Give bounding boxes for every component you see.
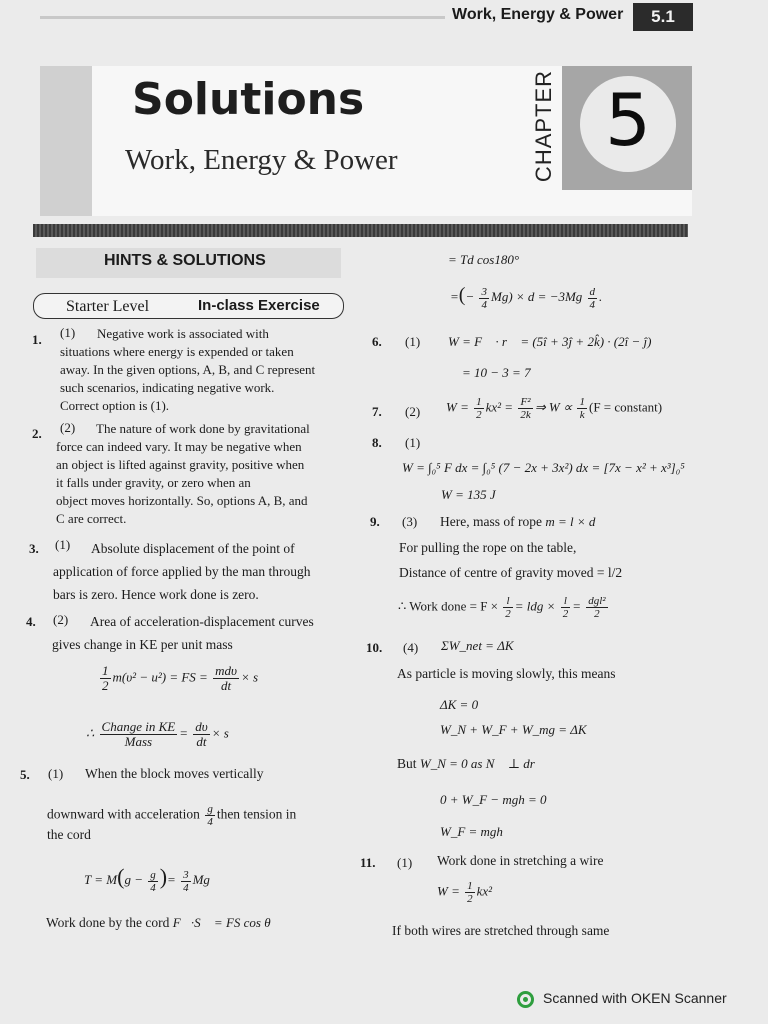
equation-part: g − bbox=[124, 872, 143, 887]
answer-option-8: (1) bbox=[405, 435, 421, 450]
equation-part: kx² bbox=[476, 883, 493, 899]
answer-option-1: (1) bbox=[60, 325, 76, 340]
equation-work-sum: W_N + W_F + W_mg = ΔK bbox=[440, 722, 587, 737]
numerator: 1 bbox=[467, 880, 473, 892]
denominator: Mass bbox=[124, 734, 153, 749]
page-subtitle: Work, Energy & Power bbox=[125, 144, 398, 176]
paren-open: ( bbox=[458, 284, 466, 306]
equation-dot-result: = 10 − 3 = 7 bbox=[462, 365, 531, 380]
denominator: 2 bbox=[102, 678, 109, 693]
text-part: then tension in bbox=[216, 806, 297, 822]
denominator: 4 bbox=[207, 816, 213, 828]
equation-part: W = bbox=[437, 883, 460, 899]
equation-part: ∴ Work done = F × bbox=[398, 598, 499, 614]
text-line: If both wires are stretched through same bbox=[392, 923, 610, 938]
numerator: g bbox=[150, 868, 156, 881]
question-number-2: 2. bbox=[32, 426, 42, 441]
equation-part: = ldg × bbox=[514, 598, 556, 614]
text-line bbox=[397, 756, 545, 772]
numerator: mdυ bbox=[215, 663, 237, 678]
denominator: 2 bbox=[562, 608, 569, 620]
text-line bbox=[46, 915, 271, 931]
equation-work-cord: = Td cos180° bbox=[448, 252, 520, 267]
chapter-label bbox=[531, 64, 556, 188]
fraction bbox=[474, 396, 484, 421]
equation-part: × s bbox=[240, 669, 259, 685]
denominator: 4 bbox=[481, 298, 487, 311]
equation-part: Mg) × d = −3Mg bbox=[490, 289, 583, 304]
answer-text-2 bbox=[56, 420, 356, 528]
fraction bbox=[100, 664, 111, 693]
therefore-symbol: ∴ bbox=[86, 725, 95, 741]
numerator: F² bbox=[518, 396, 532, 409]
question-number-6: 6. bbox=[372, 334, 382, 349]
page-number: 5.1 bbox=[633, 3, 693, 31]
denominator: dt bbox=[220, 678, 232, 693]
fraction bbox=[100, 720, 178, 749]
denominator: 4 bbox=[150, 881, 156, 894]
equation-work-mgh: W_F = mgh bbox=[440, 824, 503, 839]
question-number-8: 8. bbox=[372, 435, 382, 450]
equals-sign: = bbox=[450, 289, 459, 304]
exercise-label: In-class Exercise bbox=[198, 297, 320, 314]
numerator: Change in KE bbox=[101, 719, 176, 734]
text-line: Absolute displacement of the point of bbox=[91, 541, 295, 556]
equation-dot-product: W = F⃗ · r⃗ = (5î + 3ĵ + 2k̂) · (2î − ĵ) bbox=[448, 334, 652, 349]
denominator: 4 bbox=[183, 881, 189, 894]
numerator: dυ bbox=[195, 719, 208, 734]
equation-part: (F = constant) bbox=[588, 399, 663, 415]
text-part: Work done by the cord bbox=[46, 915, 170, 930]
denominator: 2 bbox=[467, 893, 473, 905]
equals-sign: = bbox=[167, 872, 176, 887]
equation-delta-k: ΔK = 0 bbox=[440, 697, 479, 712]
denominator: k bbox=[579, 409, 585, 421]
answer-option-10: (4) bbox=[403, 640, 419, 655]
numerator: 1 bbox=[102, 663, 109, 678]
equation-integral: W = ∫₀⁵ F dx = ∫₀⁵ (7 − 2x + 3x²) dx = [7x − x² + x³]₀⁵ bbox=[402, 460, 685, 475]
denominator: 2 bbox=[594, 608, 600, 620]
header-side-block bbox=[40, 66, 92, 216]
text-line: Work done in stretching a wire bbox=[437, 853, 604, 868]
running-title: Work, Energy & Power bbox=[452, 6, 624, 23]
text-line: As particle is moving slowly, this means bbox=[397, 666, 616, 681]
text-line: away. In the given options, A, B, and C represent bbox=[60, 362, 316, 377]
text-line: it falls under gravity, or zero when an bbox=[56, 475, 251, 490]
chapter-number: 5 bbox=[605, 78, 651, 162]
equation-part: . bbox=[599, 289, 603, 304]
equals-sign: = bbox=[179, 725, 188, 741]
fraction bbox=[577, 396, 587, 421]
text-line: The nature of work done by gravitational bbox=[96, 421, 310, 436]
numerator: 3 bbox=[183, 868, 189, 881]
equation-work-zero: 0 + W_F − mgh = 0 bbox=[440, 792, 547, 807]
question-number-3: 3. bbox=[29, 541, 39, 556]
text-part: Here, mass of rope bbox=[440, 514, 542, 529]
numerator: 1 bbox=[579, 396, 585, 408]
denominator: dt bbox=[196, 734, 207, 749]
scanner-logo-icon bbox=[517, 991, 534, 1008]
text-line: Negative work is associated with bbox=[97, 326, 269, 341]
equation-part: m = l × d bbox=[545, 514, 596, 529]
numerator: g bbox=[207, 803, 213, 815]
equation-spring-work bbox=[446, 396, 662, 421]
text-line bbox=[440, 514, 595, 530]
equation-part: kx² = bbox=[485, 399, 514, 415]
answer-option-11: (1) bbox=[397, 855, 413, 870]
text-line: object moves horizontally. So, options A, B, and bbox=[56, 493, 308, 508]
fraction bbox=[213, 664, 239, 693]
fraction bbox=[479, 286, 489, 311]
paren-close: ) bbox=[159, 864, 168, 889]
equation-part: W_N = 0 as N⃗ ⊥ dr⃗ bbox=[419, 756, 545, 771]
section-divider-band bbox=[33, 224, 688, 237]
equation-work-cord-result bbox=[450, 284, 602, 311]
answer-option-5: (1) bbox=[48, 766, 64, 781]
fraction bbox=[561, 595, 571, 620]
equation-part: Mg bbox=[192, 872, 210, 887]
answer-option-3: (1) bbox=[55, 537, 71, 552]
fraction bbox=[193, 720, 209, 749]
starter-level-label: Starter Level bbox=[66, 298, 150, 315]
question-number-11: 11. bbox=[360, 855, 376, 870]
numerator: 3 bbox=[481, 285, 487, 298]
question-number-7: 7. bbox=[372, 404, 382, 419]
text-line: For pulling the rope on the table, bbox=[399, 540, 577, 555]
text-line bbox=[47, 803, 296, 828]
text-line: the cord bbox=[47, 827, 91, 842]
fraction bbox=[205, 803, 215, 828]
fraction bbox=[586, 595, 607, 620]
text-line: Area of acceleration-displacement curves bbox=[90, 614, 314, 629]
question-number-5: 5. bbox=[20, 767, 30, 782]
equation-wire-work bbox=[437, 880, 492, 905]
equation-tension bbox=[84, 864, 210, 894]
text-line: such scenarios, indicating negative work. bbox=[60, 380, 275, 395]
minus-sign: − bbox=[465, 289, 475, 304]
equation-rope-work bbox=[398, 595, 610, 620]
text-line: C are correct. bbox=[56, 511, 127, 526]
text-part: downward with acceleration bbox=[47, 806, 200, 822]
equation-part: T = M bbox=[84, 872, 118, 887]
text-part: But bbox=[397, 756, 417, 771]
denominator: 2k bbox=[520, 409, 531, 421]
scanner-watermark: Scanned with OKEN Scanner bbox=[543, 990, 727, 1006]
text-line: When the block moves vertically bbox=[85, 766, 264, 781]
fraction bbox=[181, 869, 191, 894]
chapter-label-text: CHAPTER bbox=[531, 69, 556, 183]
answer-text-4 bbox=[52, 610, 352, 656]
fraction bbox=[588, 286, 598, 311]
answer-option-7: (2) bbox=[405, 404, 421, 419]
denominator: 4 bbox=[589, 298, 596, 311]
numerator: dgl² bbox=[588, 595, 606, 607]
denominator: 2 bbox=[505, 608, 511, 620]
numerator: d bbox=[589, 285, 596, 298]
equation-part: × s bbox=[211, 725, 229, 741]
text-line: an object is lifted against gravity, positive when bbox=[56, 457, 305, 472]
fraction bbox=[148, 869, 158, 894]
text-line: bars is zero. Hence work done is zero. bbox=[53, 587, 259, 602]
question-number-1: 1. bbox=[32, 332, 42, 347]
question-number-10: 10. bbox=[366, 640, 383, 655]
equation-work-energy: ΣW_net = ΔK bbox=[441, 638, 514, 653]
numerator: l bbox=[503, 595, 513, 608]
equation-part: m(υ² − u²) = FS = bbox=[112, 669, 208, 685]
paren-open: ( bbox=[117, 864, 125, 889]
text-line: force can indeed vary. It may be negative when bbox=[56, 439, 302, 454]
equation-ke-per-mass bbox=[86, 720, 229, 749]
equation-part: ⇒ W ∝ bbox=[534, 399, 573, 415]
answer-option-6: (1) bbox=[405, 334, 421, 349]
hints-title: HINTS & SOLUTIONS bbox=[104, 252, 266, 269]
equals-sign: = bbox=[572, 598, 581, 614]
question-number-4: 4. bbox=[26, 614, 36, 629]
fraction bbox=[518, 396, 532, 421]
question-number-9: 9. bbox=[370, 514, 380, 529]
denominator: 2 bbox=[476, 409, 482, 421]
numerator: l bbox=[561, 595, 571, 608]
fraction bbox=[465, 880, 475, 905]
fraction bbox=[503, 595, 513, 620]
answer-option-9: (3) bbox=[402, 514, 418, 529]
text-line: situations where energy is expended or taken bbox=[60, 344, 294, 359]
equation-integral-result: W = 135 J bbox=[441, 487, 496, 502]
answer-option-2: (2) bbox=[60, 420, 76, 435]
answer-text-3 bbox=[53, 537, 353, 606]
page-title: Solutions bbox=[132, 74, 365, 125]
text-line: Distance of centre of gravity moved = l/2 bbox=[399, 565, 623, 580]
equation-part: W = bbox=[446, 399, 469, 415]
equation-part: F⃗·S⃗ = FS cos θ bbox=[172, 915, 271, 930]
header-rule bbox=[40, 16, 445, 19]
numerator: 1 bbox=[476, 396, 482, 408]
equation-ke bbox=[98, 664, 258, 693]
text-line: application of force applied by the man through bbox=[53, 564, 311, 579]
answer-option-4: (2) bbox=[53, 612, 69, 627]
answer-text-1 bbox=[60, 325, 360, 415]
text-line: gives change in KE per unit mass bbox=[52, 637, 233, 652]
text-line: Correct option is (1). bbox=[60, 398, 170, 413]
